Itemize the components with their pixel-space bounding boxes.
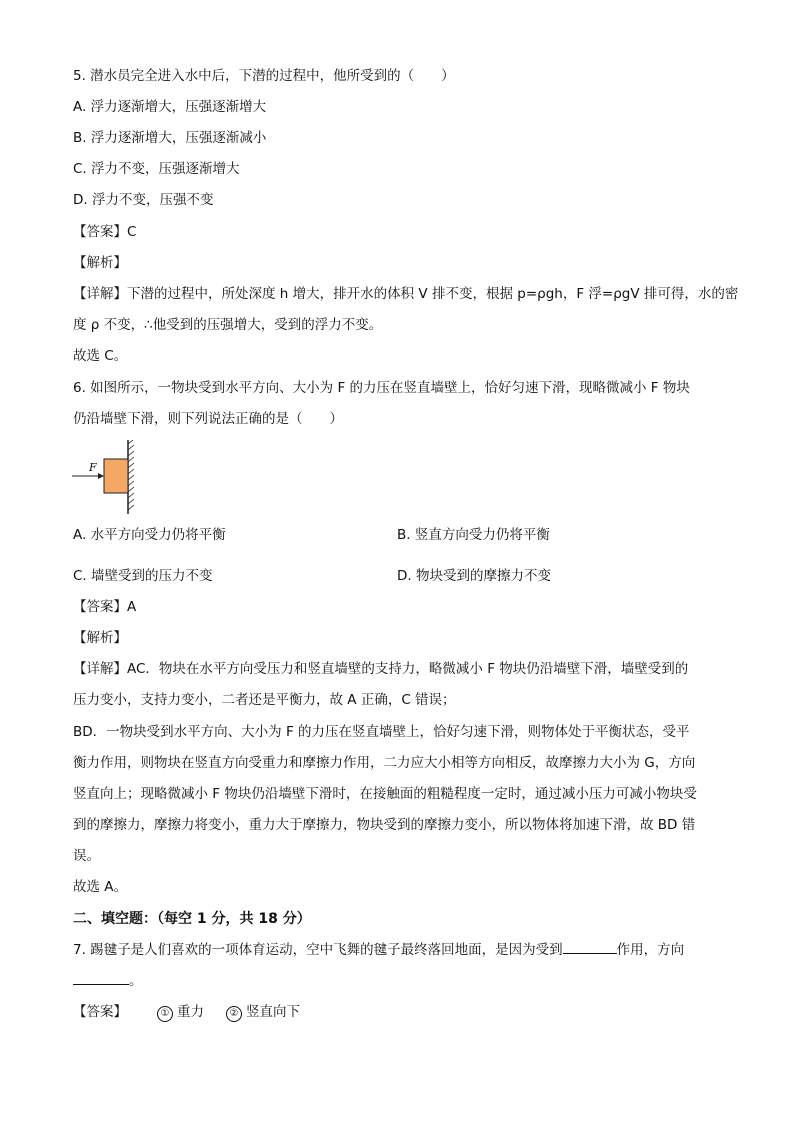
q7-stem-line-1 [73,941,684,959]
q5-analysis-label: 【解析】 [73,255,127,271]
answer-value-2: 竖直向下 [246,1004,300,1020]
answer-value: C [127,224,137,240]
answer-value-1: 重力 [177,1004,204,1020]
force-diagram [72,440,138,514]
q6-option-a: A. 水平方向受力仍将平衡 [73,527,226,543]
q7-stem-end: 。 [129,973,143,989]
q5-detail-line-1: 【详解】下潜的过程中，所处深度 h 增大，排开水的体积 V 排不变，根据 p=ρgh，F 浮=ρgV 排可得，水的密 [73,286,739,302]
q7-answer [73,1003,300,1022]
q6-option-c: C. 墙壁受到的压力不变 [73,568,213,584]
q5-answer [73,223,136,241]
q6-detail-line-4: 衡力作用，则物块在竖直方向受重力和摩擦力作用，二力应大小相等方向相反，故摩擦力大小为 G，方向 [73,755,696,771]
q6-detail-line-3: BD．一物块受到水平方向、大小为 F 的力压在竖直墙壁上，恰好匀速下滑，则物体处于平衡状态，受平 [73,724,690,740]
q6-detail-line-1: 【详解】AC．物块在水平方向受压力和竖直墙壁的支持力，略微减小 F 物块仍沿墙壁下滑，墙壁受到的 [73,661,689,677]
q5-stem: 5. 潜水员完全进入水中后，下潜的过程中，他所受到的（ ） [73,68,455,84]
q6-detail-line-2: 压力变小，支持力变小，二者还是平衡力，故 A 正确，C 错误； [73,692,456,708]
q6-detail-line-7: 误。 [73,848,100,864]
block [104,459,128,493]
section-title: 二、填空题：（每空 1 分，共 18 分） [73,911,311,927]
force-arrow-head [98,473,104,479]
force-label: F [89,461,97,474]
q5-option-b: B. 浮力逐渐增大，压强逐渐减小 [73,130,267,146]
answer-value: A [127,599,137,615]
q6-analysis-label: 【解析】 [73,630,127,646]
q7-stem-part2: 作用，方向 [616,942,685,958]
q5-option-d: D. 浮力不变，压强不变 [73,192,214,208]
wall-hatching [128,440,134,510]
q5-option-a: A. 浮力逐渐增大，压强逐渐增大 [73,99,267,115]
answer-label: 【答案】 [73,224,127,240]
circled-number-2: ② [226,1006,242,1022]
q6-answer [73,598,136,616]
answer-label: 【答案】 [73,599,127,615]
q7-stem-line-2 [73,972,143,990]
q6-option-b: B. 竖直方向受力仍将平衡 [397,527,550,543]
q6-detail-line-6: 到的摩擦力，摩擦力将变小，重力大于摩擦力，物块受到的摩擦力变小，所以物体将加速下滑，故 BD 错 [73,817,696,833]
q5-option-c: C. 浮力不变，压强逐渐增大 [73,161,240,177]
answer-blank-2 [73,972,129,985]
answer-blank-1 [563,941,617,954]
q5-detail-line-2: 度 ρ 不变，∴他受到的压强增大，受到的浮力不变。 [73,317,383,333]
q6-detail-line-5: 竖直向上；现略微减小 F 物块仍沿墙壁下滑时，在接触面的粗糙程度一定时，通过减小压力可减小物块受 [73,786,697,802]
q6-stem-line-2: 仍沿墙壁下滑，则下列说法正确的是（ ） [73,411,343,427]
q6-option-d: D. 物块受到的摩擦力不变 [397,568,551,584]
answer-label: 【答案】 [73,1004,127,1020]
force-diagram-svg [72,440,138,514]
q6-stem-line-1: 6. 如图所示，一物块受到水平方向、大小为 F 的力压在竖直墙壁上，恰好匀速下滑，现略微减小 F 物块 [73,380,690,396]
q5-conclusion: 故选 C。 [73,348,128,364]
q6-conclusion: 故选 A。 [73,879,128,895]
q7-stem-part1: 7. 踢毽子是人们喜欢的一项体育运动，空中飞舞的毽子最终落回地面，是因为受到 [73,942,563,958]
circled-number-1: ① [157,1006,173,1022]
